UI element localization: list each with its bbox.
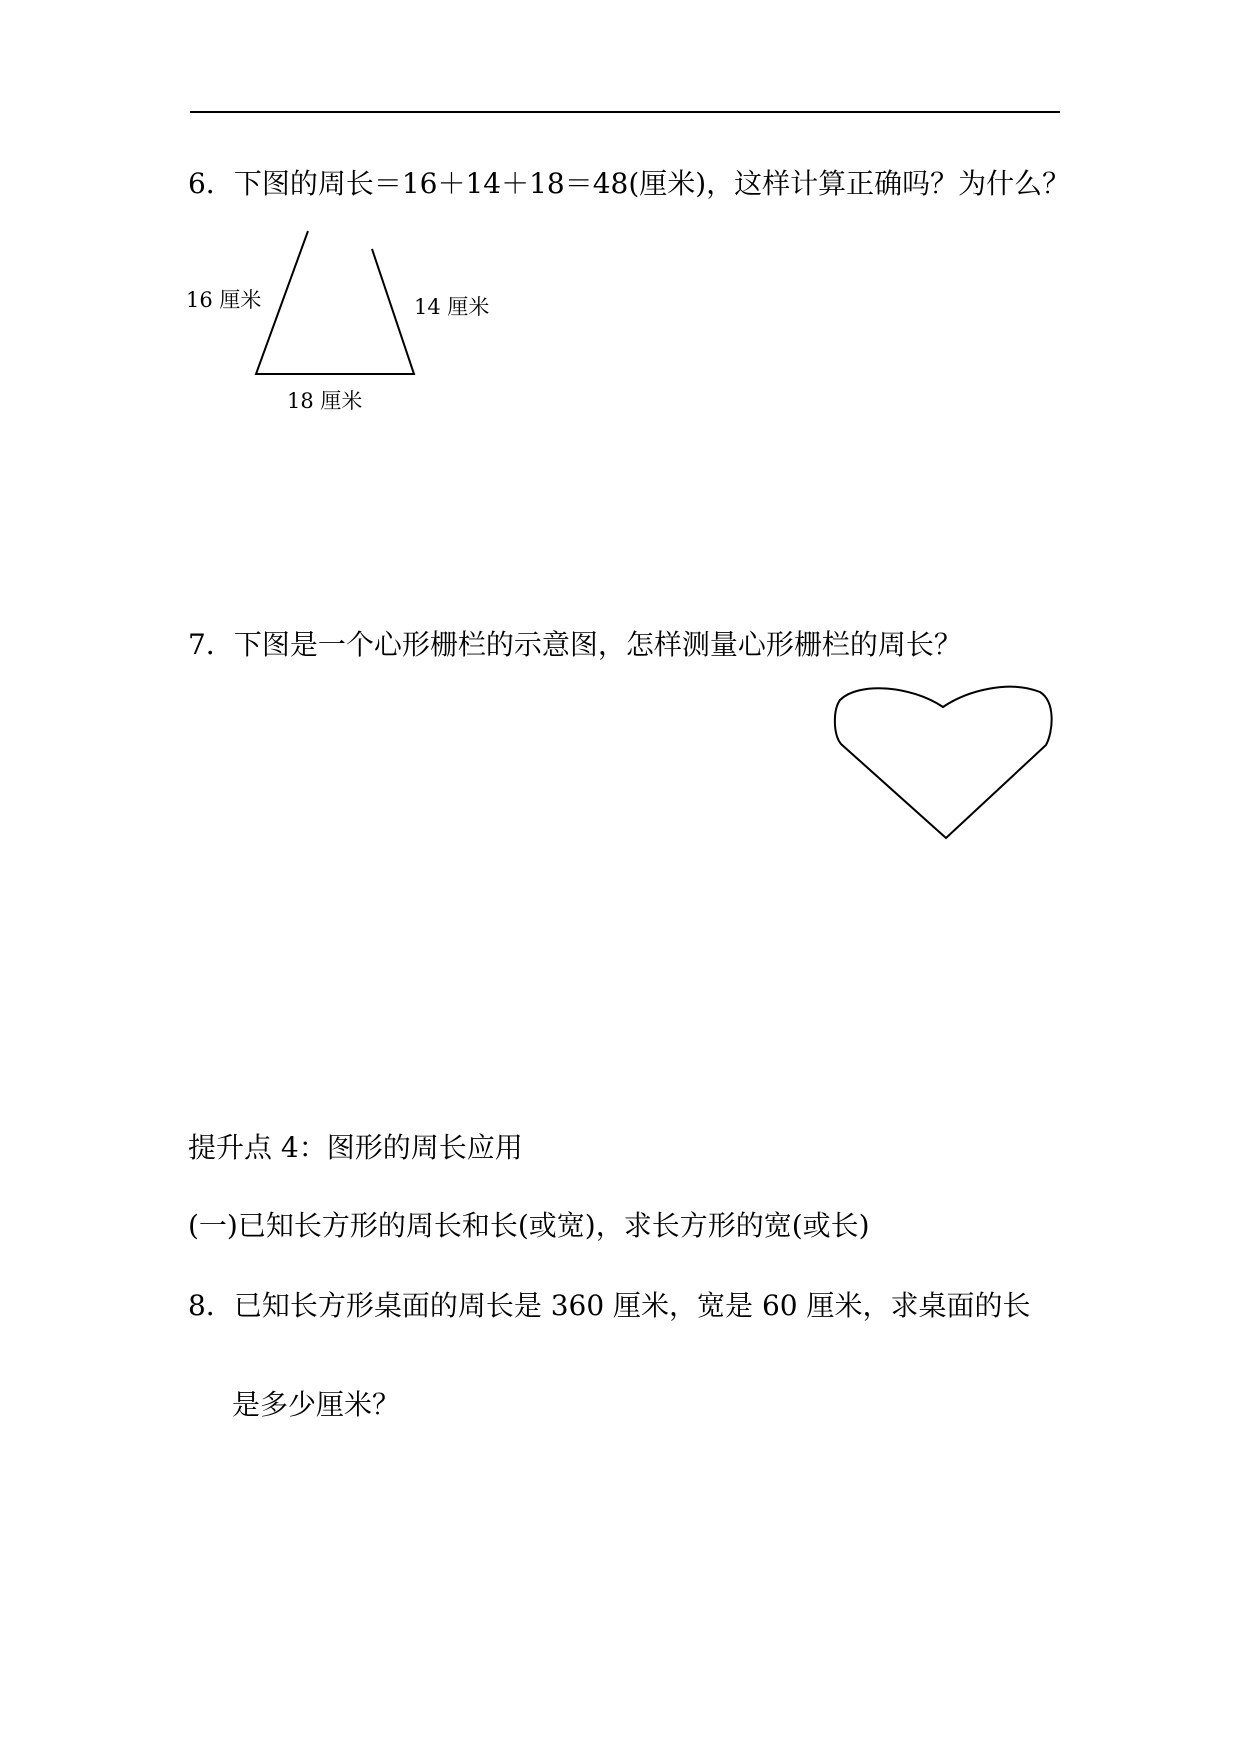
trapezoid-left-label: 16 厘米 <box>186 288 262 312</box>
question-6-text: 6．下图的周长＝16＋14＋18＝48(厘米)，这样计算正确吗？为什么？ <box>188 167 1071 200</box>
question-8-line-1: 8．已知长方形桌面的周长是 360 厘米，宽是 60 厘米，求桌面的长 <box>188 1289 1031 1322</box>
trapezoid-right-label: 14 厘米 <box>414 295 490 319</box>
trapezoid-bottom-label: 18 厘米 <box>287 389 363 413</box>
question-7-text: 7．下图是一个心形栅栏的示意图，怎样测量心形栅栏的周长？ <box>188 628 962 661</box>
section-subtitle: (一)已知长方形的周长和长(或宽)，求长方形的宽(或长) <box>188 1209 870 1242</box>
section-title: 提升点 4：图形的周长应用 <box>188 1131 523 1164</box>
question-8-line-2: 是多少厘米？ <box>232 1388 401 1421</box>
heart-outline <box>835 687 1052 838</box>
